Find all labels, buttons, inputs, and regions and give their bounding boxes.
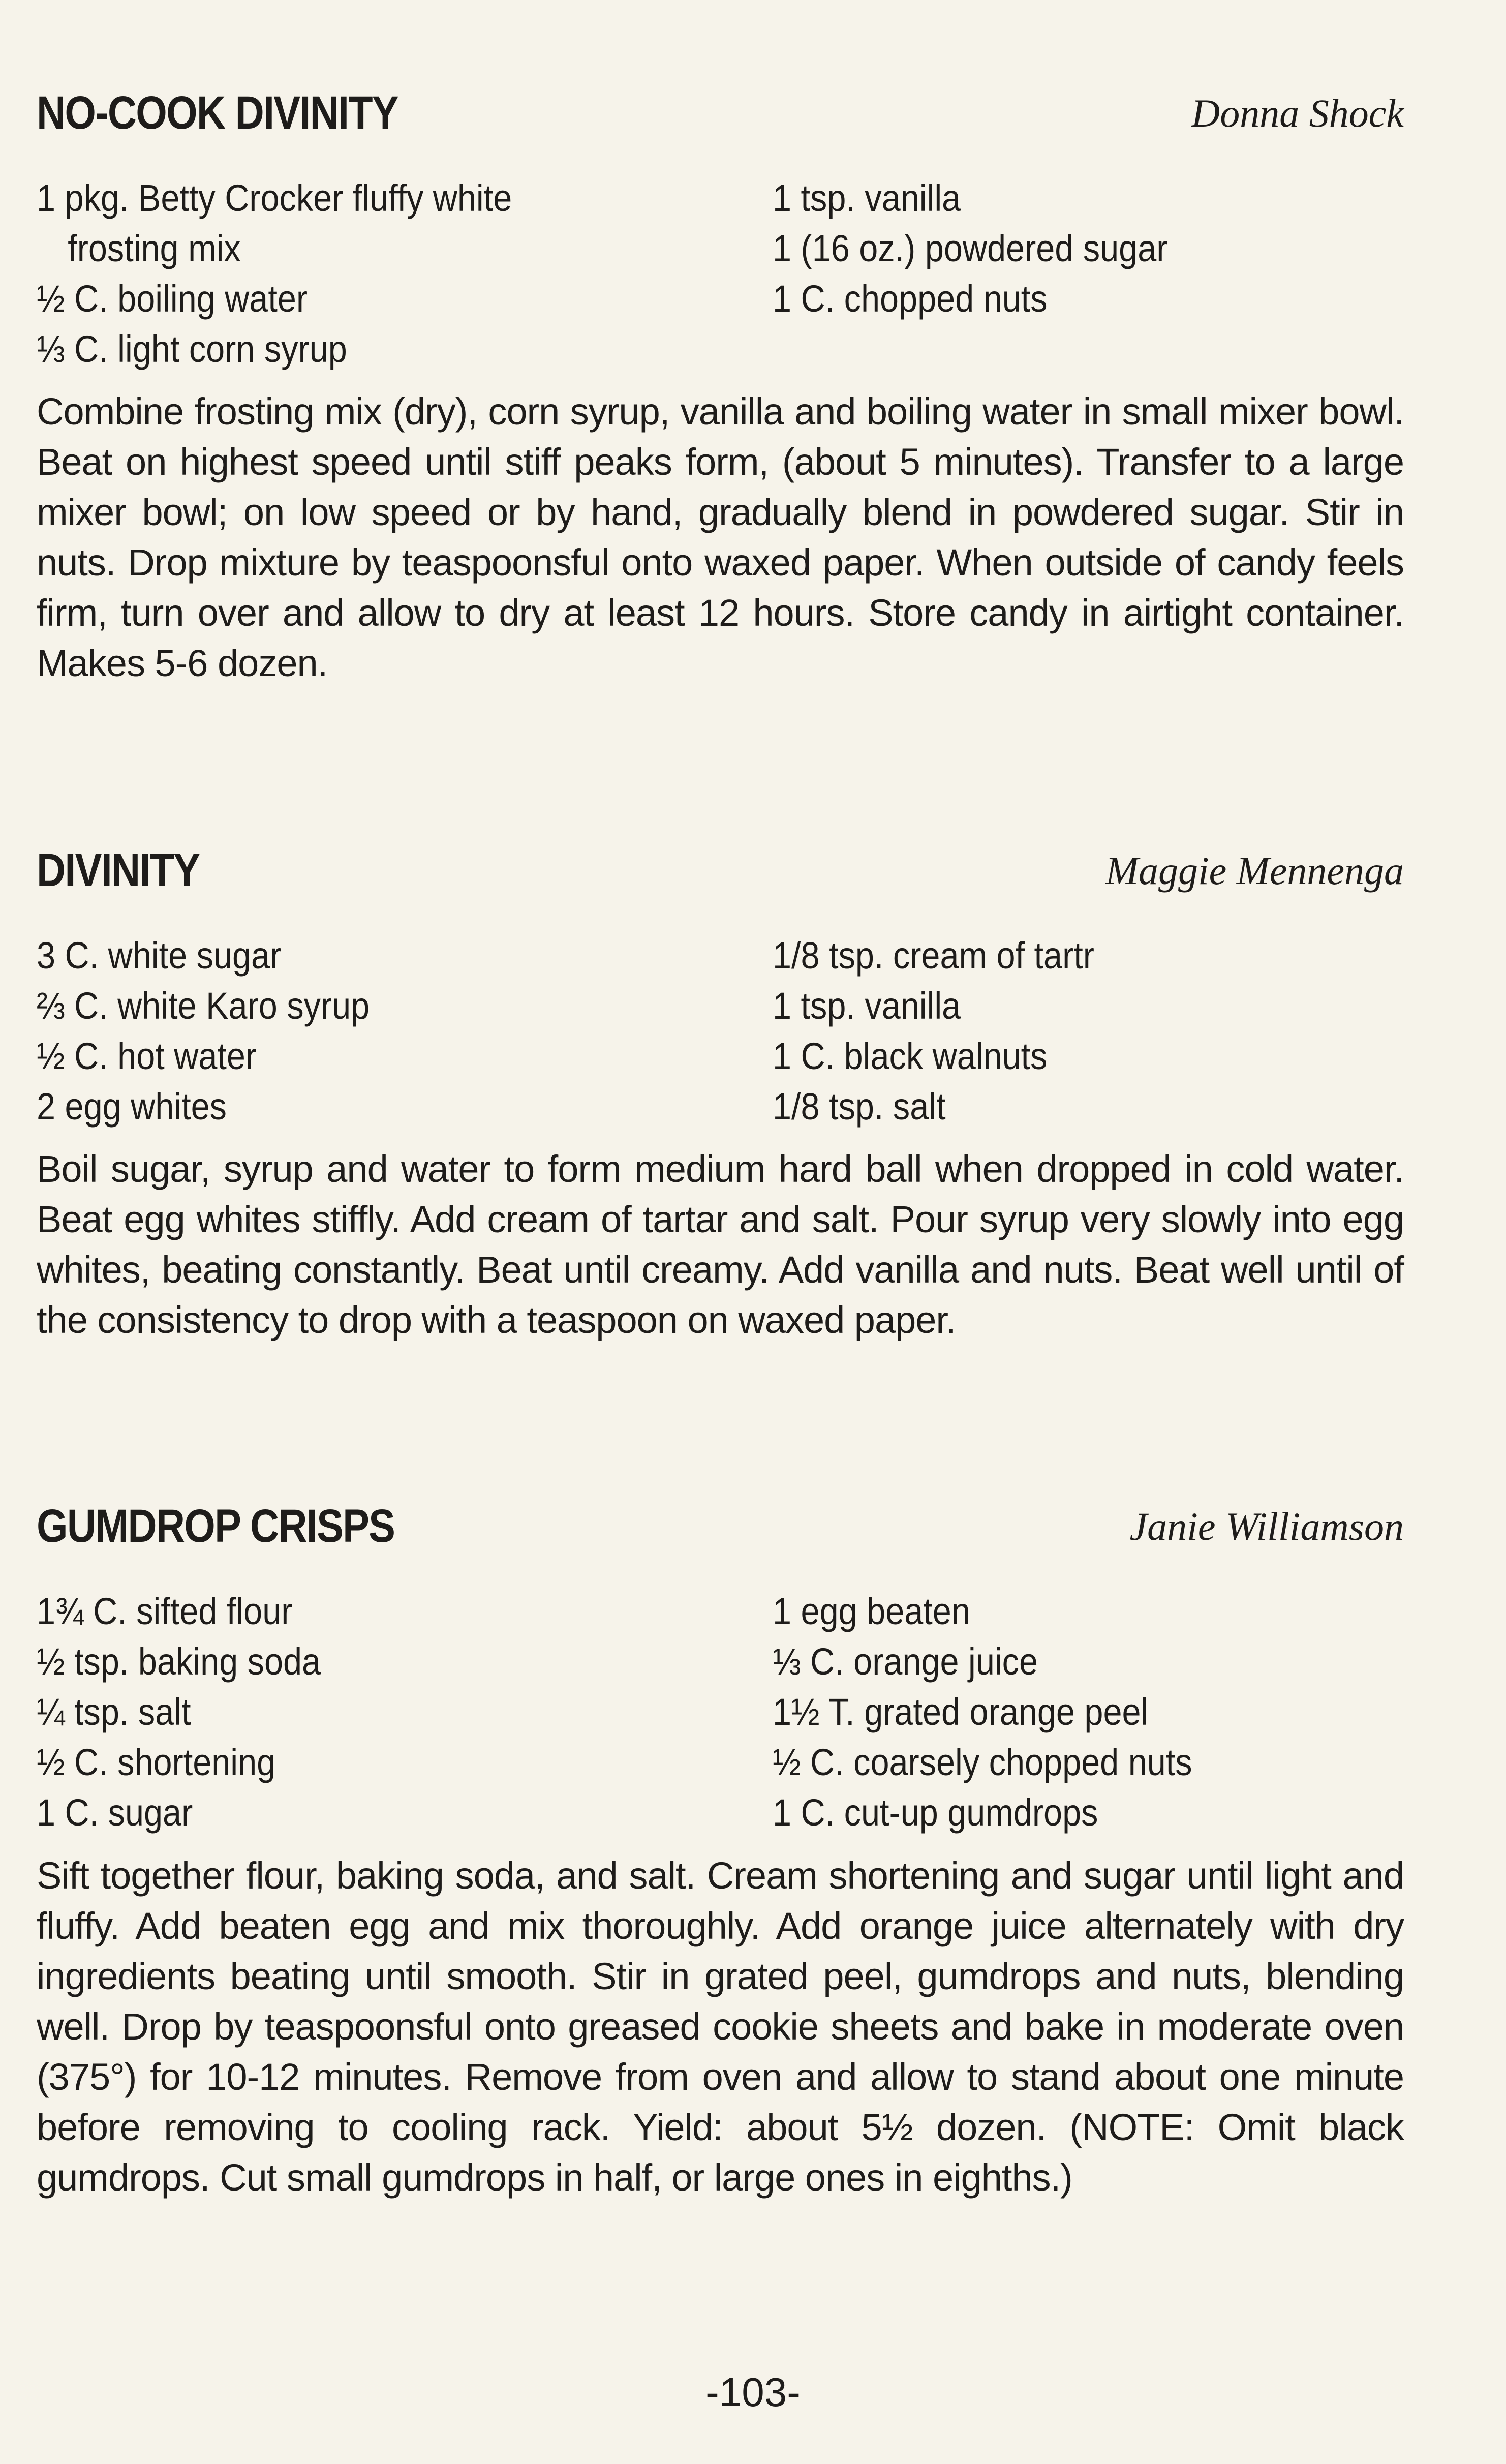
recipe-author: Donna Shock: [1191, 91, 1404, 135]
ingredient-list: [37, 1586, 1404, 1850]
recipe-title: GUMDROP CRISPS: [37, 1500, 395, 1552]
ingredient-item: 1 tsp. vanilla: [773, 177, 961, 219]
ingredient-item: ⅓ C. orange juice: [773, 1640, 1038, 1683]
ingredient-column-right: [773, 173, 1403, 324]
recipe-title: NO-COOK DIVINITY: [37, 87, 398, 139]
recipe-gumdrop-crisps: [37, 1500, 1404, 2203]
ingredient-item: 1¾ C. sifted flour: [37, 1590, 293, 1632]
recipe-directions: Combine frosting mix (dry), corn syrup, vanilla and boiling water in small mixer bowl. Beat on highest speed until stiff peaks form, (about 5 minutes). Transfer to a large mixer bowl; on low speed or by hand, gradually blend in powdered sugar. Stir in nuts. Drop mixture by teaspoonsful onto waxed paper. When outside of candy feels firm, turn over and allow to dry at least 12 hours. Store candy in airtight container. Makes 5-6 dozen.: [37, 390, 1404, 684]
recipe-header: [37, 86, 1404, 153]
ingredient-item: ½ C. shortening: [37, 1741, 276, 1783]
recipe-author: Maggie Mennenga: [1105, 848, 1404, 893]
ingredient-item: ½ C. boiling water: [37, 278, 308, 320]
ingredient-list: [37, 173, 1404, 386]
ingredient-item: 3 C. white sugar: [37, 934, 282, 977]
ingredient-item: 1 (16 oz.) powdered sugar: [773, 227, 1168, 269]
ingredient-item: ⅔ C. white Karo syrup: [37, 985, 370, 1027]
ingredient-item: ¼ tsp. salt: [37, 1691, 191, 1733]
ingredient-column-left: [37, 173, 738, 374]
ingredient-item: frosting mix: [68, 227, 241, 269]
ingredient-item: ⅓ C. light corn syrup: [37, 328, 347, 370]
ingredient-column-left: [37, 1586, 738, 1838]
ingredient-item: 1½ T. grated orange peel: [773, 1691, 1149, 1733]
ingredient-item: 1 egg beaten: [773, 1590, 970, 1632]
recipe-title: DIVINITY: [37, 844, 200, 896]
ingredient-item: 1 pkg. Betty Crocker fluffy white: [37, 177, 512, 219]
recipe-directions: Boil sugar, syrup and water to form medium hard ball when dropped in cold water. Beat egg whites stiffly. Add cream of tartar and salt. Pour syrup very slowly into egg whites, beating constantly. Beat until creamy. Add vanilla and nuts. Beat well until of the consistency to drop with a teaspoon on waxed paper.: [37, 1148, 1404, 1341]
recipe-author: Janie Williamson: [1129, 1504, 1404, 1548]
ingredient-item: 1 C. cut-up gumdrops: [773, 1791, 1098, 1834]
page-number: -103-: [705, 2369, 801, 2415]
recipe-directions: Sift together flour, baking soda, and salt. Cream shortening and sugar until light and fluffy. Add beaten egg and mix thoroughly. Add orange juice alternately with dry ingredients beating until smooth. Stir in grated peel, gumdrops and nuts, blending well. Drop by teaspoonsful onto greased cookie sheets and bake in moderate oven (375°) for 10-12 minutes. Remove from oven and allow to stand about one minute before removing to cooling rack. Yield: about 5½ dozen. (NOTE: Omit black gumdrops. Cut small gumdrops in half, or large ones in eighths.): [37, 1854, 1404, 2199]
ingredient-item: ½ tsp. baking soda: [37, 1640, 321, 1683]
ingredient-item: ½ C. hot water: [37, 1035, 257, 1077]
ingredient-item: ½ C. coarsely chopped nuts: [773, 1741, 1192, 1783]
recipe-divinity: [37, 844, 1404, 1345]
recipe-header: [37, 1500, 1404, 1566]
ingredient-item: 1 C. sugar: [37, 1791, 193, 1834]
ingredient-item: 1 C. black walnuts: [773, 1035, 1048, 1077]
ingredient-item: 1 C. chopped nuts: [773, 278, 1048, 320]
recipe-no-cook-divinity: [37, 86, 1404, 688]
ingredient-item: 1/8 tsp. cream of tartr: [773, 934, 1094, 977]
ingredient-list: [37, 930, 1404, 1144]
ingredient-column-right: [773, 1586, 1403, 1838]
ingredient-item: 1/8 tsp. salt: [773, 1085, 946, 1128]
ingredient-column-left: [37, 930, 738, 1132]
ingredient-column-right: [773, 930, 1403, 1132]
recipe-header: [37, 844, 1404, 910]
ingredient-item: 2 egg whites: [37, 1085, 227, 1128]
ingredient-item: 1 tsp. vanilla: [773, 985, 961, 1027]
